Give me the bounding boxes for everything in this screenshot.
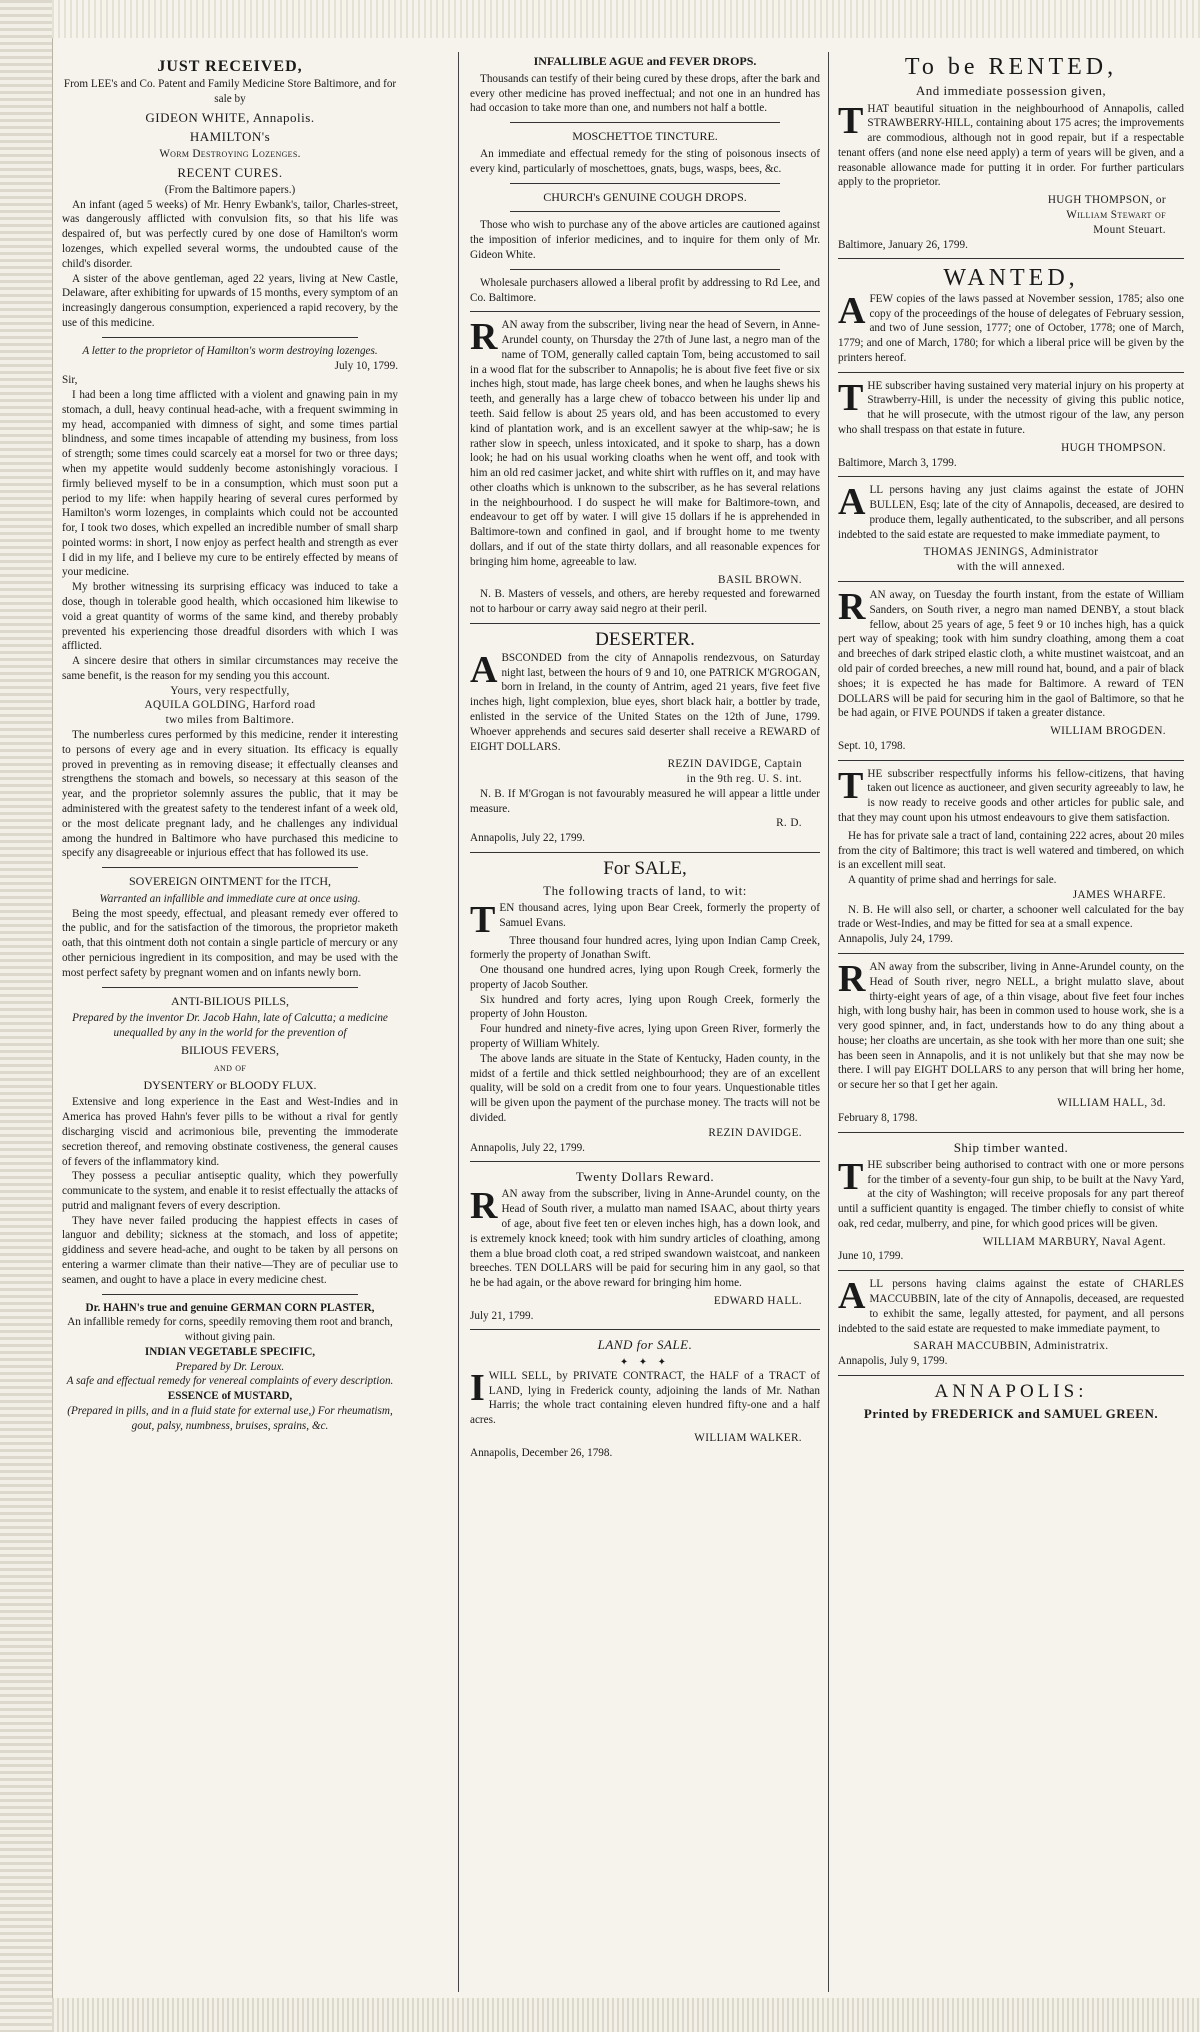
- paragraph: A sincere desire that others in similar circumstances may receive the same benefit, is the reason for my sending you this account.: [62, 655, 398, 682]
- imprint-city: ANNAPOLIS:: [934, 1380, 1088, 1402]
- page-binding-edge: [0, 0, 53, 2032]
- heading-indian-specific: INDIAN VEGETABLE SPECIFIC,: [144, 1345, 316, 1358]
- signature-location: Mount Steuart.: [1093, 223, 1166, 236]
- signature: REZIN DAVIDGE, Captain: [667, 758, 802, 771]
- paragraph: N. B. If M'Grogan is not favourably measured he will appear a little under measure.: [470, 787, 820, 815]
- divider: [838, 1132, 1184, 1133]
- drop-cap: T: [470, 899, 496, 942]
- divider: [838, 476, 1184, 477]
- heading-recent-cures: RECENT CURES.: [177, 164, 283, 180]
- ad-text: EN thousand acres, lying upon Bear Creek, formerly the property of Samuel Evans.: [499, 902, 820, 929]
- paragraph: Extensive and long experience in the East and West-Indies and in America has proved Hahn's fever pills to be without a rival for gently discharging viscid and acrimonious bile, preventing the immoderate secretion thereof, and removing obstinate costiveness, the general causes of fevers of the inflammatory kind.: [62, 1096, 398, 1168]
- ad-land-walker: [470, 1366, 820, 1428]
- paragraph: N. B. Masters of vessels, and others, are hereby requested and forewarned not to harbour or carry away said negro at their peril.: [470, 588, 820, 616]
- signature: WILLIAM BROGDEN.: [1050, 725, 1166, 738]
- drop-cap: I: [470, 1366, 485, 1409]
- divider: [838, 581, 1184, 582]
- ad-text: HAT beautiful situation in the neighbourhood of Annapolis, called STRAWBERRY-HILL, containing about 175 acres; the improvements are commodious, although not in good repair, but if a respectable tenant offers (and none else need apply) a term of years will be given, and a reasonable allowance made for putting it in order. For further particulars apply to the proprietor.: [838, 102, 1184, 189]
- subheading-worm-lozenges: Worm Destroying Lozenges.: [159, 147, 301, 160]
- seller-name: GIDEON WHITE, Annapolis.: [145, 109, 315, 125]
- ad-text: AN away from the subscriber, living in Anne-Arundel county, on the Head of South river, negro NELL, a bright mulatto slave, about thirty-eight years of age, of a thin visage, about five feet four inches high, with long bushy hair, has been in common used to house work, she is a very good spinner, and, in fact, understands how to do any thing about a house; her cloaths are uncertain, as she took with her more than one suit; she has been seen in Annapolis, and it is not unlikely but that she may now be there. I will pay EIGHT DOLLARS to any person that will bring her home, or secure her so that I get her again.: [838, 961, 1184, 1092]
- ad-deserter: [470, 648, 820, 754]
- ad-runaway-isaac: [470, 1187, 820, 1290]
- signature: R. D.: [776, 817, 802, 830]
- ad-bullen-estate: [838, 483, 1184, 542]
- divider: [470, 311, 820, 312]
- divider: [102, 1294, 358, 1295]
- signature: HUGH THOMPSON.: [1061, 441, 1166, 454]
- paragraph: Four hundred and ninety-five acres, lying upon Green River, formerly the property of William Whitely.: [470, 1023, 820, 1051]
- signature: HUGH THOMPSON, or: [1047, 194, 1166, 207]
- ad-wanted-laws: [838, 289, 1184, 366]
- paragraph: My brother witnessing its surprising efficacy was induced to take a dose, though in tolerable good health, which occasioned him likewise to void a great quantity of worms of the same kind, and thereby probably prevented his experiencing those dreadful disorders with which I was afflicted.: [62, 581, 398, 653]
- signature-rank: in the 9th reg. U. S. int.: [686, 773, 802, 786]
- dateline: Annapolis, December 26, 1798.: [470, 1446, 613, 1459]
- heading-sovereign-ointment: SOVEREIGN OINTMENT for the ITCH,: [128, 874, 332, 889]
- ornament-divider: ✦ ✦ ✦: [619, 1356, 671, 1368]
- divider: [838, 258, 1184, 259]
- ad-runaway-denby: [838, 588, 1184, 721]
- signature: BASIL BROWN.: [718, 573, 802, 586]
- divider: [102, 987, 358, 988]
- page-bottom-edge: [52, 1998, 1200, 2032]
- ad-text: FEW copies of the laws passed at November session, 1785; also one copy of the proceedings of the house of delegates of February session, and two of June session, 1777; one of October, 1778; one of March, 1779; and one of March, 1780; for which a liberal price will be given by the printers hereof.: [838, 292, 1184, 364]
- letter-closing: Yours, very respectfully,: [170, 684, 290, 697]
- drop-cap: R: [470, 1185, 498, 1228]
- column-rule-1: [458, 52, 459, 1992]
- drop-cap: T: [838, 1155, 864, 1198]
- subheading: Prepared by Dr. Leroux.: [175, 1360, 285, 1373]
- drop-cap: A: [838, 481, 866, 524]
- imprint-printer: Printed by FREDERICK and SAMUEL GREEN.: [863, 1405, 1159, 1421]
- column-1: [62, 52, 398, 1992]
- ad-text: LL persons having any just claims against the estate of JOHN BULLEN, Esq; late of the city of Annapolis, deceased, are desired to produce them, legally authenticated, to the subscriber, and all persons indebted to the said estate are requested to make immediate payment, to: [838, 484, 1184, 541]
- ad-text: BSCONDED from the city of Annapolis rendezvous, on Saturday night last, between the hours of 9 and 10, one PATRICK M'GROGAN, born in Ireland, in the county of Antrim, aged 21 years, five feet five inches high, light complexion, blue eyes, short black hair, a bottler by trade, enlisted in the service of the United States on the 12th of June, 1799. Whoever apprehends and secures said deserter shall receive a REWARD of EIGHT DOLLARS.: [470, 651, 820, 753]
- signature: WILLIAM HALL, 3d.: [1057, 1097, 1166, 1110]
- ad-maccubbin-estate: [838, 1277, 1184, 1336]
- ad-runaway-nell: [838, 960, 1184, 1093]
- paragraph: Thousands can testify of their being cured by these drops, after the bark and every other medicine has proved ineffectual; and not one in an hundred has had occasion to take more than one, and numbers not half a bottle.: [470, 72, 820, 115]
- dateline: Annapolis, July 9, 1799.: [838, 1355, 948, 1368]
- signature: WILLIAM WALKER.: [694, 1431, 802, 1444]
- ad-runaway-tom: [470, 318, 820, 569]
- subheading-tracts: The following tracts of land, to wit:: [543, 882, 747, 898]
- page-top-edge: [52, 0, 1200, 38]
- paragraph: They have never failed producing the happiest effects in cases of languor and debility; sickness at the stomach, and loss of appetite; giddiness and severe head-ache, and ought to be taken by all persons on entering a warmer climate than their native—They are of peculiar use to seamen, and ought to have a place in every medicine chest.: [62, 1214, 398, 1286]
- paragraph: An infant (aged 5 weeks) of Mr. Henry Ewbank's, tailor, Charles-street, was dangerously afflicted with convulsion fits, so that his life was despaired of, but was perfectly cured by one dose of Hamilton's worm lozenges, which expelled several worms, the undoubted cause of the child's disorder.: [62, 198, 398, 270]
- signature-note: with the will annexed.: [956, 561, 1066, 574]
- signature: AQUILA GOLDING, Harford road: [144, 699, 316, 712]
- paragraph: Wholesale purchasers allowed a liberal profit by addressing to Rd Lee, and Co. Baltimore.: [470, 276, 820, 304]
- ad-text: HE subscriber respectfully informs his fellow-citizens, that having taken out licence as auctioneer, and given security agreeably to law, he is now ready to receive goods and other articles for public sale, and that they may count upon his utmost endeavours to give them satisfaction.: [838, 767, 1184, 824]
- letter-date: July 10, 1799.: [334, 359, 398, 372]
- signature: SARAH MACCUBBIN, Administratrix.: [913, 1340, 1109, 1353]
- paragraph: They possess a peculiar antiseptic quality, which they powerfully communicate to the system, and enable it to resist effectually the attacks of putrid and malignant fevers of every description.: [62, 1170, 398, 1212]
- ad-text: AN away, on Tuesday the fourth instant, from the estate of William Sanders, on South river, a negro man named DENBY, a stout black fellow, about 25 years of age, 5 feet 9 or 10 inches high, has a quick pert way of speaking; took with him sundry cloathing, among them a coat and breeches of dark striped elastic cloth, a white mustinet waistcoat, and an old pair of corded breeches, a new mill round hat, bound, and a pair of black shoes; it is expected he has made for Baltimore. A reward of TEN DOLLARS will be paid for securing him in the gaol of Baltimore, so that he be had again, or FIVE POUNDS if taken a greater distance.: [838, 589, 1184, 720]
- heading-just-received: JUST RECEIVED,: [157, 58, 303, 75]
- paragraph: The numberless cures performed by this medicine, render it interesting to persons of every age and in every situation. Its efficacy is equally proved in preventing as in removing disease; it effectually cleanses and strengthens the stomach and bowels, so necessary at this season of the year, and the proprietor solemnly assures the public, that it may be administered with the greatest safety to the tenderest infant of a week old, or the most delicate pregnant lady, and he challenges any individual among the hundred in Baltimore who have purchased this medicine to specify any disagreeable or injurious effect that has followed its use.: [62, 729, 398, 860]
- signature-location: two miles from Baltimore.: [165, 714, 295, 727]
- subheading: A safe and effectual remedy for venereal complaints of every description.: [66, 1375, 394, 1388]
- signature: JAMES WHARFE.: [1072, 888, 1166, 901]
- heading-land-for-sale: LAND for SALE.: [597, 1337, 693, 1353]
- paragraph: The above lands are situate in the State of Kentucky, Haden county, in the midst of a fertile and thick settled neighbourhood; they are of an excellent quality, will be sold on a credit from one to four years. Unquestionable titles will be given upon the payment of the purchase money. The tracts will not be divided.: [470, 1052, 820, 1124]
- heading-anti-bilious-pills: ANTI-BILIOUS PILLS,: [171, 993, 289, 1008]
- heading-for-sale: For SALE,: [603, 857, 687, 879]
- paragraph: He has for private sale a tract of land, containing 222 acres, about 20 miles from the city of Baltimore; this tract is well watered and timbered, on which is an excellent mill seat.: [838, 829, 1184, 872]
- column-rule-2: [828, 52, 829, 1992]
- ad-trespass-notice: [838, 376, 1184, 438]
- paragraph: A quantity of prime shad and herrings for sale.: [848, 874, 1057, 887]
- subheading: (Prepared in pills, and in a fluid state for external use,) For rheumatism, gout, palsy, numbness, bruises, sprains, &c.: [67, 1405, 393, 1432]
- divider: [102, 867, 358, 868]
- divider: [838, 953, 1184, 954]
- column-3: [838, 52, 1184, 1992]
- heading-to-be-rented: To be RENTED,: [904, 54, 1118, 80]
- signature: EDWARD HALL.: [713, 1294, 802, 1307]
- drop-cap: A: [838, 1275, 866, 1318]
- paragraph: N. B. He will also sell, or charter, a schooner well calculated for the bay trade or West-Indies, and may be fitted for sea at a small expence.: [838, 903, 1184, 931]
- ad-text: HE subscriber being authorised to contract with one or more persons for the timber of a seventy-four gun ship, to be built at the Navy Yard, at the city of Washington; will receive proposals for any part thereof until a sufficient quantity is engaged. The timber chiefly to consist of white oak, red cedar, mulberry, and pine, for which good prices will be given.: [838, 1158, 1184, 1230]
- ad-land-tracts: [470, 899, 820, 942]
- dateline: Sept. 10, 1798.: [838, 739, 906, 752]
- paragraph: Those who wish to purchase any of the above articles are cautioned against the imposition of inferior medicines, and to inquire for them only of Mr. Gideon White.: [470, 219, 820, 261]
- dateline: June 10, 1799.: [838, 1250, 904, 1263]
- paragraph: Being the most speedy, effectual, and pleasant remedy ever offered to the public, and for the satisfaction of the timorous, the proprietor maketh oath, that this ointment doth not contain a single particle of mercury or any other pernicious ingredient in its composition, and may be used with the most perfect safety by pregnant women and on infants newly born.: [62, 907, 398, 979]
- paragraph: An immediate and effectual remedy for the sting of poisonous insects of every kind, particularly of moschettoes, gnats, bugs, wasps, bees, &c.: [470, 148, 820, 175]
- dateline: July 21, 1799.: [470, 1309, 534, 1322]
- divider: [470, 1161, 820, 1162]
- ad-text: AN away from the subscriber, living in Anne-Arundel county, on the Head of South river, a mulatto man named ISAAC, about thirty years of age, about five feet ten or eleven inches high, has a down look, and is extremely knock kneed; took with him sundry articles of cloathing, among them a blue broad cloth coat, a red striped swandown waistcoat, and nankeen breeches. TEN DOLLARS will be paid for securing him in any gaol, so that he be had again, or the above reward for bringing him home.: [470, 1188, 820, 1290]
- letter-salutation: Sir,: [62, 374, 78, 387]
- letter-heading: A letter to the proprietor of Hamilton's worm destroying lozenges.: [82, 344, 378, 357]
- divider: [838, 1270, 1184, 1271]
- divider: [470, 623, 820, 624]
- heading-ship-timber: Ship timber wanted.: [953, 1139, 1069, 1155]
- subheading-and-of: and of: [213, 1061, 247, 1074]
- ad-ship-timber: [838, 1155, 1184, 1232]
- divider: [470, 1329, 820, 1330]
- heading-deserter: DESERTER.: [595, 628, 695, 650]
- heading-hamiltons: HAMILTON's: [189, 128, 271, 144]
- subheading-possession: And immediate possession given,: [915, 83, 1107, 99]
- heading-wanted: WANTED,: [943, 265, 1079, 292]
- subheading: Prepared by the inventor Dr. Jacob Hahn, late of Calcutta; a medicine unequalled by any in the world for the prevention of: [72, 1012, 388, 1040]
- subheading-baltimore-papers: (From the Baltimore papers.): [164, 183, 296, 196]
- subheading-lee-store: From LEE's and Co. Patent and Family Medicine Store Baltimore, and for sale by: [63, 78, 397, 105]
- dateline: February 8, 1798.: [838, 1111, 918, 1124]
- divider: [102, 337, 358, 338]
- dateline: Baltimore, January 26, 1799.: [838, 238, 968, 251]
- ad-text: LL persons having claims against the estate of CHARLES MACCUBBIN, late of the city of Annapolis, deceased, are requested to exhibit the same, legally attested, for payment, and all persons indebted to the said estate are requested to make immediate payment, to: [838, 1278, 1184, 1335]
- ad-text: AN away from the subscriber, living near the head of Severn, in Anne-Arundel county, on Thursday the 27th of June last, a negro man of the name of TOM, generally called captain Tom, being accustomed to sail in a wood flat for the subscriber to Annapolis; he is about five feet five or six inches high, stout made, has large cheek bones, and when he laughs shews his teeth, and generally has a large chew of tobacco between his under lip and teeth. Said fellow is about 25 years old, and has been accustomed to every kind of plantation work, and is an excellent sawyer at the whip-saw; he is rather slow in speech, unless intoxicated, and it spoke to sharp, has a down look; he had on his usual working cloaths when he went off, and took with him an old red casimer jacket, and white shirt with ruffles on it, and may have other cloaths which is unknown to the subscriber, as he has several relations in the neighbourhood. I do suspect he will make for Baltimore-town, and endeavour to get off by water. I will give 15 dollars if he is apprehended in Baltimore-town and confined in gaol, and if brought home to me twenty dollars, and if out of the state thirty dollars, and all reasonable expences for bringing him home, agreeable to law.: [470, 319, 820, 568]
- divider: [510, 211, 780, 212]
- divider: [470, 852, 820, 853]
- signature: WILLIAM MARBURY, Naval Agent.: [982, 1235, 1166, 1248]
- drop-cap: R: [838, 586, 866, 629]
- divider: [510, 183, 780, 184]
- heading-cough-drops: CHURCH's GENUINE COUGH DROPS.: [543, 189, 747, 204]
- divider: [838, 760, 1184, 761]
- divider: [510, 269, 780, 270]
- dateline: Annapolis, July 24, 1799.: [838, 933, 953, 946]
- divider: [510, 122, 780, 123]
- dateline: Baltimore, March 3, 1799.: [838, 456, 957, 469]
- ad-strawberry-hill: [838, 99, 1184, 191]
- divider: [838, 1375, 1184, 1376]
- drop-cap: A: [838, 289, 866, 332]
- ad-text: WILL SELL, by PRIVATE CONTRACT, the HALF of a TRACT of LAND, lying in Frederick county, adjoining the lands of Mr. Nathan Harris; the whole tract containing eleven hundred fifty-one and a half acres.: [470, 1369, 820, 1427]
- ad-auctioneer: [838, 764, 1184, 826]
- drop-cap: T: [838, 764, 864, 807]
- ad-text: HE subscriber having sustained very material injury on his property at Strawberry-Hill, is under the necessity of giving this public notice, that he will prosecute, with the utmost rigour of the law, any person who shall trespass on that estate in future.: [838, 379, 1184, 436]
- drop-cap: T: [838, 376, 864, 419]
- signature: THOMAS JENINGS, Administrator: [923, 546, 1099, 559]
- heading-ague-drops: INFALLIBLE AGUE and FEVER DROPS.: [533, 54, 757, 68]
- heading-twenty-dollars: Twenty Dollars Reward.: [575, 1169, 715, 1185]
- drop-cap: A: [470, 648, 498, 691]
- heading-corn-plaster: Dr. HAHN's true and genuine GERMAN CORN PLASTER,: [85, 1301, 375, 1314]
- paragraph: I had been a long time afflicted with a violent and gnawing pain in my stomach, a dull, heavy continual head-ache, with a frequent swimming in my head, accompanied with dimness of sight, and some times partial blindness, and some times incapable of attending my business, from loss of strength; some times could scarcely eat a morsel for two or three days; when my appetite would suddenly become astonishingly voracious. I firmly believed myself to be in a consumption, which must soon put a period to my life: when happily hearing of several cures performed by Hamilton's worm lozenges, in complaints which could not be accounted for, I took two doses, which expelled an incredible number of small sharp pointed worms: in short, I now enjoy as perfect health and strength as ever I did in my life, and I believe my cure to be entirely effected by means of your medicine.: [62, 389, 398, 579]
- subheading: An infallible remedy for corns, speedily removing them root and branch, without giving pain.: [67, 1316, 393, 1344]
- heading-moschettoe: MOSCHETTOE TINCTURE.: [572, 129, 718, 144]
- signature: William Stewart of: [1066, 209, 1166, 222]
- paragraph: A sister of the above gentleman, aged 22 years, living at New Castle, Delaware, after exhibiting for upwards of 15 months, every symptom of an increasingly dangerous consumption, experienced a rapid recovery, by the use of this medicine.: [62, 272, 398, 329]
- dateline: Annapolis, July 22, 1799.: [470, 1141, 585, 1154]
- drop-cap: T: [838, 99, 864, 142]
- column-2: [470, 52, 820, 1992]
- signature: REZIN DAVIDGE.: [708, 1126, 802, 1139]
- subheading-bilious-fevers: BILIOUS FEVERS,: [180, 1042, 279, 1057]
- paragraph: Six hundred and forty acres, lying upon Rough Creek, formerly the property of John Houston.: [470, 993, 820, 1021]
- subheading-dysentery: DYSENTERY or BLOODY FLUX.: [143, 1077, 317, 1092]
- subheading: Warranted an infallible and immediate cure at once using.: [99, 892, 361, 905]
- paragraph: One thousand one hundred acres, lying upon Rough Creek, formerly the property of Jacob Souther.: [470, 964, 820, 991]
- heading-essence-mustard: ESSENCE of MUSTARD,: [167, 1390, 293, 1403]
- paragraph: Three thousand four hundred acres, lying upon Indian Camp Creek, formerly the property of Jonathan Swift.: [470, 934, 820, 962]
- divider: [838, 372, 1184, 373]
- drop-cap: R: [838, 958, 866, 1000]
- drop-cap: R: [470, 316, 498, 359]
- dateline: Annapolis, July 22, 1799.: [470, 832, 585, 845]
